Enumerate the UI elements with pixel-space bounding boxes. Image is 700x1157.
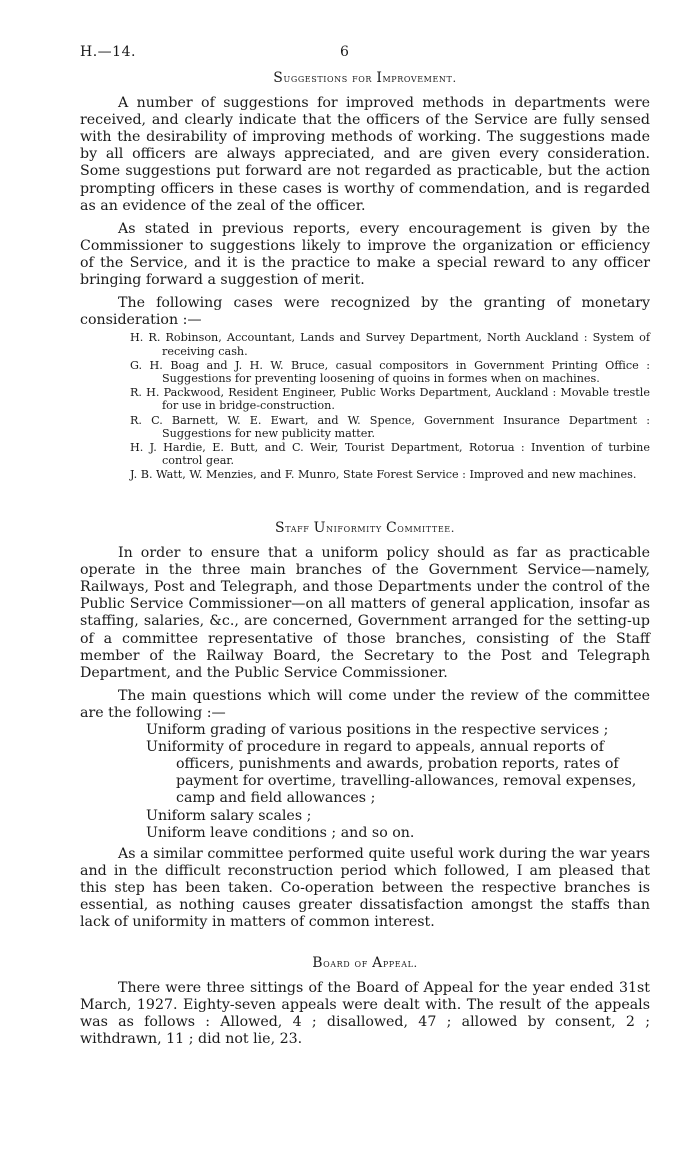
paragraph: There were three sittings of the Board of Appeal for the year ended 31st March, 1927. Eighty-seven appeals were dealt with. The result of the appeals was as follows : Allowed, 4 ; disallowed, 47 ; allowed by consent, 2 ; withdrawn, 11 ; did not lie, 23. <box>80 980 650 1048</box>
list-item: G. H. Boag and J. H. W. Bruce, casual compositors in Government Printing Office : Suggestions for preventing loosening of quoins in formes when on machines. <box>130 358 650 385</box>
section-heading-appeal: Board of Appeal. <box>312 955 418 971</box>
list-item: H. R. Robinson, Accountant, Lands and Survey Department, North Auckland : System of receiving cash. <box>130 331 650 358</box>
page-number: 6 <box>340 44 349 60</box>
list-item: Uniform grading of various positions in the respective services ; <box>146 722 609 739</box>
section-heading-suggestions: Suggestions for Improvement. <box>273 70 457 86</box>
questions-list <box>80 722 650 842</box>
appeal-section <box>80 955 650 1054</box>
list-item: J. B. Watt, W. Menzies, and F. Munro, State Forest Service : Improved and new machines. <box>130 468 637 482</box>
list-item: Uniformity of procedure in regard to appeals, annual reports of officers, punishments and awards, probation reports, rates of payment for overtime, travelling-allowances, removal expenses, camp and field allowances ; <box>146 739 637 807</box>
section-heading-uniformity: Staff Uniformity Committee. <box>275 520 455 536</box>
list-item: R. H. Packwood, Resident Engineer, Public Works Department, Auckland : Movable trestle for use in bridge-construction. <box>130 386 650 413</box>
list-item: R. C. Barnett, W. E. Ewart, and W. Spence, Government Insurance Department : Suggestions for new publicity matter. <box>130 413 650 440</box>
suggestions-section <box>80 70 650 483</box>
list-item: Uniform leave conditions ; and so on. <box>146 824 415 841</box>
uniformity-section <box>80 520 650 937</box>
paragraph: As a similar committee performed quite useful work during the war years and in the difficult reconstruction period which followed, I am pleased that this step has been taken. Co-operation between the respective branches is essential, as nothing causes greater dissatisfaction amongst the staffs than lack of uniformity in matters of common interest. <box>80 845 650 931</box>
paragraph: In order to ensure that a uniform policy should as far as practicable operate in the three main branches of the Government Service—namely, Railways, Post and Telegraph, and those Departments under the control of the Public Service Commissioner—on all matters of general application, insofar as staffing, salaries, &c., are concerned, Government arranged for the setting-up of a committee representative of those branches, consisting of the Staff member of the Railway Board, the Secretary to the Post and Telegraph Department, and the Public Service Commissioner. <box>80 545 650 681</box>
list-item: Uniform salary scales ; <box>146 807 312 824</box>
cases-list <box>80 331 650 481</box>
paragraph: As stated in previous reports, every encouragement is given by the Commissioner to suggestions likely to improve the organization or efficiency of the Service, and it is the practice to make a special reward to any officer bringing forward a suggestion of merit. <box>80 220 650 289</box>
document-reference: H.—14. <box>80 44 136 60</box>
paragraph: The following cases were recognized by the granting of monetary consideration :— <box>80 295 650 329</box>
paragraph: A number of suggestions for improved methods in departments were received, and clearly indicate that the officers of the Service are fully sensed with the desirability of improving methods of working. The suggestions made by all officers are always appreciated, and are given every consideration. Some suggestions put forward are not regarded as practicable, but the action prompting officers in these cases is worthy of commendation, and is regarded as an evidence of the zeal of the officer. <box>80 95 650 214</box>
list-item: H. J. Hardie, E. Butt, and C. Weir, Tourist Department, Rotorua : Invention of turbine control gear. <box>130 440 650 468</box>
paragraph: The main questions which will come under the review of the committee are the following :— <box>80 687 650 721</box>
